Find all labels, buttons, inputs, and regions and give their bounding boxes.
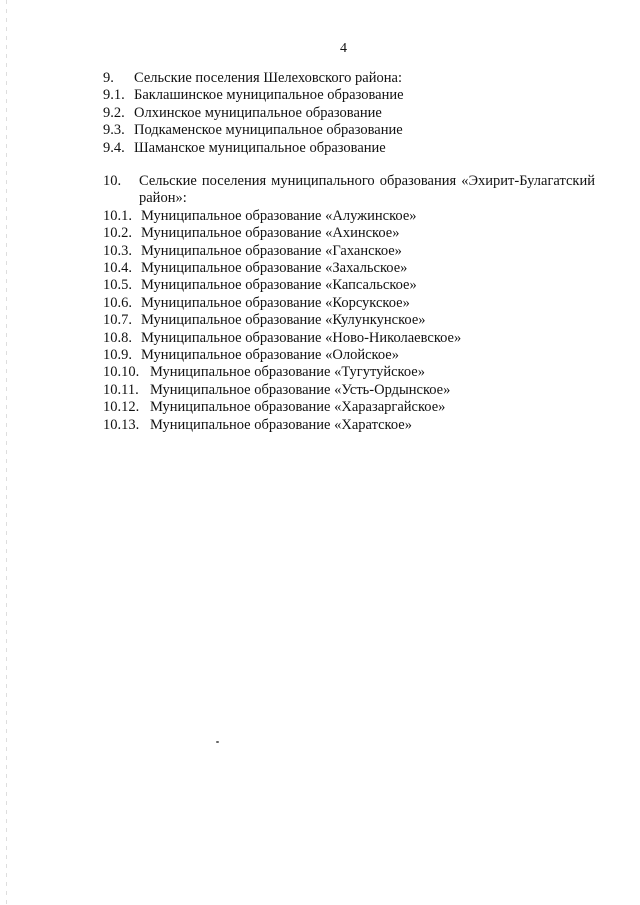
item-number: 10.8. — [103, 329, 132, 346]
item-text: Муниципальное образование «Харазаргайское» — [150, 399, 446, 416]
list-item — [103, 295, 595, 312]
item-text: Муниципальное образование «Ахинское» — [141, 225, 400, 242]
item-number: 10.1. — [103, 207, 132, 224]
list-item — [103, 140, 595, 157]
list-item — [103, 208, 595, 225]
list-item — [103, 382, 595, 399]
section-9 — [103, 70, 595, 157]
item-number: 10.11. — [103, 381, 139, 398]
list-item — [103, 243, 595, 260]
item-number: 10.6. — [103, 294, 132, 311]
item-text: Муниципальное образование «Захальское» — [141, 260, 408, 277]
list-item — [103, 225, 595, 242]
item-text: Подкаменское муниципальное образование — [134, 122, 403, 139]
section-number: 10. — [103, 173, 122, 189]
section-number: 9. — [103, 70, 114, 86]
list-item — [103, 105, 595, 122]
item-number: 10.13. — [103, 416, 140, 433]
item-text: Муниципальное образование «Гаханское» — [141, 242, 402, 259]
list-item — [103, 122, 595, 139]
list-item — [103, 347, 595, 364]
list-item — [103, 417, 595, 434]
item-text: Муниципальное образование «Харатское» — [150, 416, 412, 433]
item-text: Муниципальное образование «Ново-Николаевское» — [141, 329, 462, 346]
section-10 — [103, 173, 595, 434]
page-number: 4 — [340, 41, 347, 56]
list-item — [103, 87, 595, 104]
scan-edge-artifact — [6, 0, 7, 905]
item-number: 9.1. — [103, 87, 125, 104]
list-item — [103, 399, 595, 416]
scan-speck — [216, 741, 219, 743]
item-number: 10.12. — [103, 399, 140, 416]
item-number: 10.5. — [103, 277, 132, 294]
item-number: 10.3. — [103, 242, 132, 259]
list-item — [103, 277, 595, 294]
item-text: Муниципальное образование «Усть-Ордынское» — [150, 381, 451, 398]
item-text: Баклашинское муниципальное образование — [134, 87, 404, 104]
item-text: Муниципальное образование «Кулункунское» — [141, 312, 426, 329]
item-number: 10.10. — [103, 364, 140, 381]
item-number: 9.4. — [103, 139, 125, 156]
item-text: Муниципальное образование «Тугутуйское» — [150, 364, 425, 381]
list-item — [103, 364, 595, 381]
section-title: Сельские поселения муниципального образования «Эхирит-Булагатский район»: — [139, 173, 595, 207]
item-number: 9.2. — [103, 104, 125, 121]
list-item — [103, 312, 595, 329]
item-number: 10.9. — [103, 347, 132, 364]
section-10-heading — [103, 173, 595, 208]
item-number: 10.4. — [103, 260, 132, 277]
item-text: Муниципальное образование «Олойское» — [141, 347, 399, 364]
item-text: Олхинское муниципальное образование — [134, 104, 382, 121]
list-item — [103, 330, 595, 347]
item-text: Муниципальное образование «Корсукское» — [141, 294, 410, 311]
item-text: Муниципальное образование «Алужинское» — [141, 207, 417, 224]
item-number: 10.2. — [103, 225, 132, 242]
section-9-heading — [103, 70, 595, 87]
list-item — [103, 260, 595, 277]
item-text: Шаманское муниципальное образование — [134, 139, 386, 156]
item-number: 10.7. — [103, 312, 132, 329]
section-title: Сельские поселения Шелеховского района: — [134, 70, 402, 86]
item-text: Муниципальное образование «Капсальское» — [141, 277, 417, 294]
item-number: 9.3. — [103, 122, 125, 139]
